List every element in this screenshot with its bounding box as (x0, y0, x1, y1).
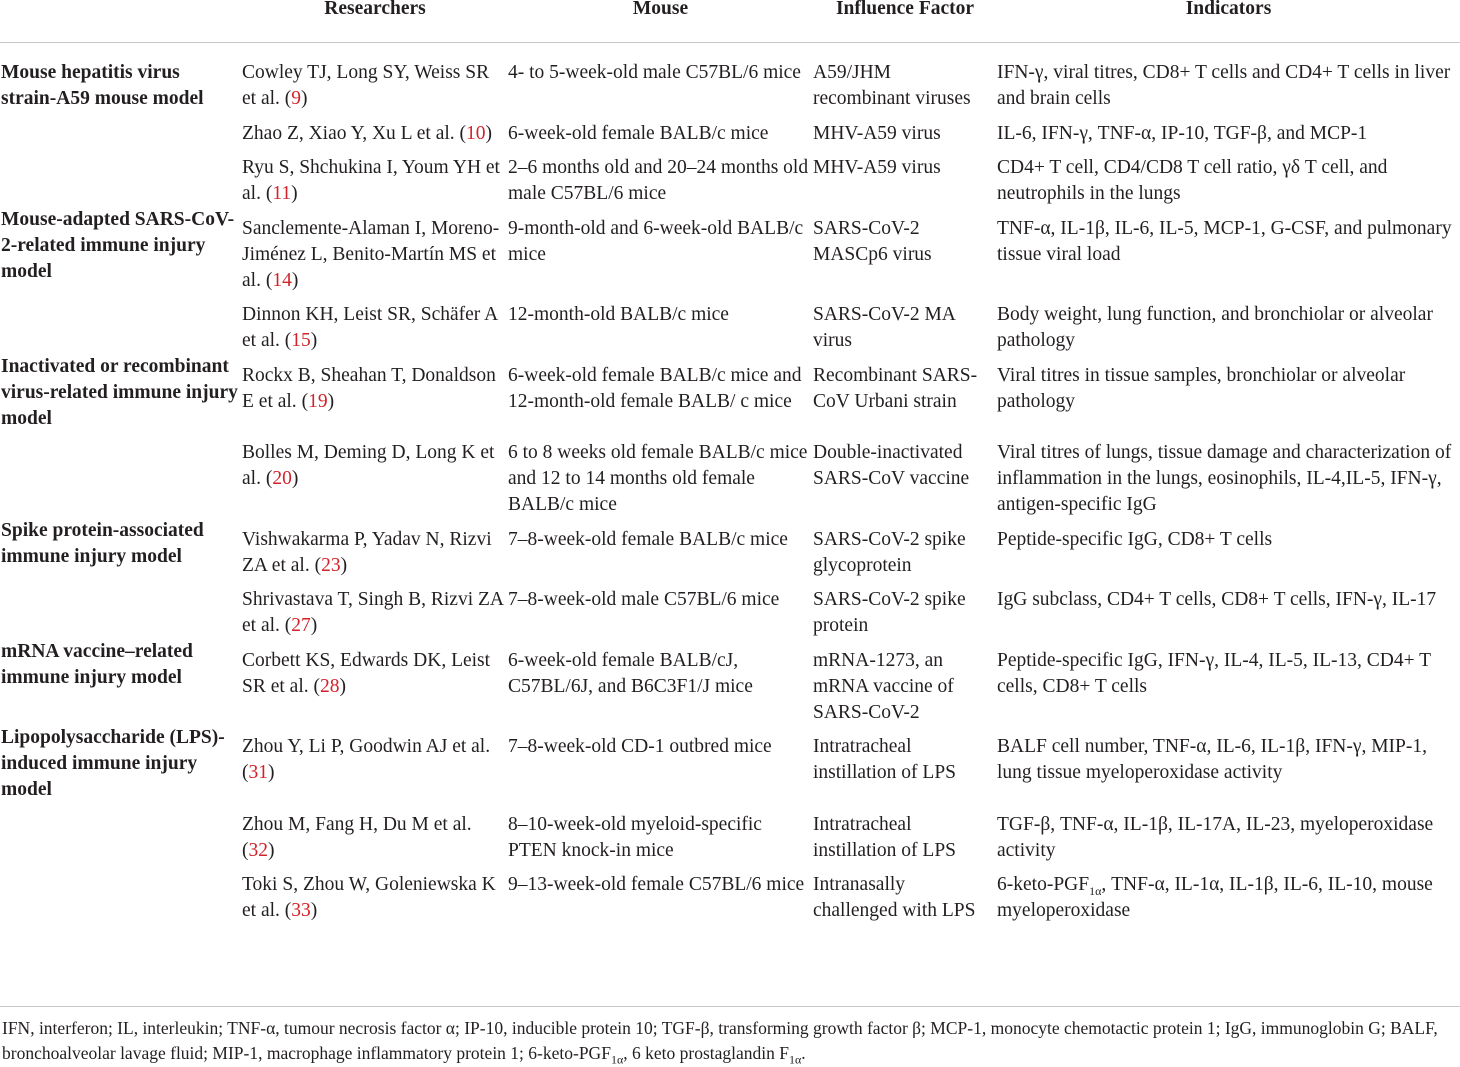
researcher-cell: Vishwakarma P, Yadav N, Rizvi ZA et al. (23) (242, 528, 492, 576)
indicators-cell: Viral titres in tissue samples, bronchiolar or alveolar pathology (997, 364, 1406, 412)
header-researchers: Researchers (242, 0, 508, 43)
researcher-cell: Zhao Z, Xiao Y, Xu L et al. (10) (242, 122, 493, 144)
table-row (0, 639, 1460, 725)
bottom-rule (0, 1006, 1460, 1007)
researcher-names: Bolles M, Deming D, Long K et al. (242, 442, 495, 490)
indicators-cell: IL-6, IFN-γ, TNF-α, IP-10, TGF-β, and MCP-1 (997, 122, 1368, 144)
model-name (0, 112, 242, 147)
model-name: Inactivated or recombinant virus-related immune injury model (1, 355, 238, 429)
influence-factor-cell: Intranasally challenged with LPS (813, 874, 976, 922)
model-name: Lipopolysaccharide (LPS)-induced immune injury model (1, 727, 225, 800)
reference-link[interactable]: 28 (320, 675, 340, 697)
indicators-cell: $6-keto-PGF_{1\alpha}$, TNF-α, IL-1α, IL-1β, IL-6, IL-10, mouse myeloperoxidase (997, 874, 1433, 922)
model-name (0, 293, 242, 354)
mouse-cell: 7–8-week-old CD-1 outbred mice (508, 736, 772, 758)
table-row (0, 43, 1460, 112)
model-name (0, 146, 242, 207)
reference-link[interactable]: 9 (291, 87, 302, 109)
researcher-cell: Zhou M, Fang H, Du M et al. (32) (242, 813, 472, 861)
indicators-cell: BALF cell number, TNF-α, IL-6, IL-1β, IFN-γ, MIP-1, lung tissue myeloperoxidase activity (997, 736, 1428, 784)
mouse-cell: 12-month-old BALB/c mice (508, 304, 729, 326)
researcher-cell: Sanclemente-Alaman I, Moreno-Jiménez L, Benito-Martín MS et al. (14) (242, 217, 500, 291)
researcher-names: Zhou Y, Li P, Goodwin AJ et al. (242, 736, 491, 758)
table-row (0, 518, 1460, 579)
influence-factor-cell: A59/JHM recombinant viruses (813, 62, 971, 109)
researcher-cell: Cowley TJ, Long SY, Weiss SR et al. (9) (242, 62, 490, 109)
researcher-cell: Corbett KS, Edwards DK, Leist SR et al. (28) (242, 649, 491, 697)
mouse-cell: 7–8-week-old male C57BL/6 mice (508, 589, 780, 611)
table-row (0, 863, 1460, 946)
reference-link[interactable]: 31 (248, 762, 268, 784)
table-row (0, 578, 1460, 639)
reference-link[interactable]: 15 (291, 330, 311, 352)
table-row (0, 354, 1460, 431)
influence-factor-cell: SARS-CoV-2 spike glycoprotein (813, 528, 966, 576)
mouse-cell: 6-week-old female BALB/c mice (508, 122, 769, 144)
model-name (0, 578, 242, 639)
influence-factor-cell: SARS-CoV-2 MA virus (813, 304, 955, 352)
influence-factor-cell: mRNA-1273, an mRNA vaccine of SARS-CoV-2 (813, 649, 954, 723)
model-name (0, 431, 242, 517)
influence-factor-cell: Double-inactivated SARS-CoV vaccine (813, 442, 970, 490)
reference-link[interactable]: 32 (248, 839, 268, 861)
table-row (0, 112, 1460, 147)
indicators-cell: Viral titres of lungs, tissue damage and characterization of inflammation in the lungs, eosinophils, IL-4,IL-5, IFN-γ, antigen-specific IgG (997, 442, 1452, 515)
mouse-cell: 9–13-week-old female C57BL/6 mice (508, 874, 805, 896)
reference-link[interactable]: 27 (291, 615, 311, 637)
researcher-names: Toki S, Zhou W, Goleniewska K et al. (242, 874, 496, 922)
model-name: Mouse hepatitis virus strain-A59 mouse model (1, 62, 204, 109)
indicators-cell: IgG subclass, CD4+ T cells, CD8+ T cells, IFN-γ, IL-17 (997, 589, 1437, 611)
mouse-cell: 4- to 5-week-old male C57BL/6 mice (508, 62, 801, 83)
header-mouse: Mouse (508, 0, 813, 43)
influence-factor-cell: SARS-CoV-2 MASCp6 virus (813, 217, 932, 265)
researcher-names: Dinnon KH, Leist SR, Schäfer A et al. (242, 304, 498, 352)
mouse-cell: 9-month-old and 6-week-old BALB/c mice (508, 217, 804, 265)
researcher-names: Corbett KS, Edwards DK, Leist SR et al. (242, 649, 491, 697)
header-influence-factor: Influence Factor (813, 0, 997, 43)
influence-factor-cell: Intratracheal instillation of LPS (813, 736, 957, 784)
reference-link[interactable]: 33 (291, 900, 311, 922)
reference-link[interactable]: 23 (321, 554, 341, 576)
header-row (0, 0, 1460, 43)
researcher-names: Zhou M, Fang H, Du M et al. (242, 813, 472, 835)
model-name: Mouse-adapted SARS-CoV-2-related immune injury model (1, 208, 235, 282)
mouse-cell: 6-week-old female BALB/c mice and 12-month-old female BALB/ c mice (508, 364, 802, 412)
table-row (0, 431, 1460, 517)
table-row (0, 146, 1460, 207)
indicators-cell: Peptide-specific IgG, IFN-γ, IL-4, IL-5, IL-13, CD4+ T cells, CD8+ T cells (997, 649, 1431, 697)
indicators-cell: Peptide-specific IgG, CD8+ T cells (997, 528, 1273, 550)
researcher-names: Sanclemente-Alaman I, Moreno-Jiménez L, Benito-Martín MS et al. (242, 217, 500, 291)
reference-link[interactable]: 14 (272, 269, 292, 291)
reference-link[interactable]: 19 (308, 390, 328, 412)
model-name: mRNA vaccine–related immune injury model (1, 640, 193, 688)
table-row (0, 725, 1460, 802)
mouse-cell: 8–10-week-old myeloid-specific PTEN knock-in mice (508, 813, 762, 861)
researcher-names: Shrivastava T, Singh B, Rizvi ZA et al. (242, 589, 503, 637)
researcher-cell: Toki S, Zhou W, Goleniewska K et al. (33) (242, 874, 496, 922)
indicators-cell: CD4+ T cell, CD4/CD8 T cell ratio, γδ T cell, and neutrophils in the lungs (997, 157, 1388, 205)
mouse-cell: 2–6 months old and 20–24 months old male C57BL/6 mice (508, 157, 809, 205)
reference-link[interactable]: 20 (272, 468, 292, 490)
indicators-cell: TGF-β, TNF-α, IL-1β, IL-17A, IL-23, myeloperoxidase activity (997, 813, 1434, 861)
researcher-names: Ryu S, Shchukina I, Youm YH et al. (242, 157, 500, 205)
influence-factor-cell: Intratracheal instillation of LPS (813, 813, 957, 861)
researcher-cell: Ryu S, Shchukina I, Youm YH et al. (11) (242, 157, 500, 205)
researcher-cell: Bolles M, Deming D, Long K et al. (20) (242, 442, 495, 490)
mouse-cell: 7–8-week-old female BALB/c mice (508, 528, 788, 550)
mouse-cell: 6 to 8 weeks old female BALB/c mice and 12 to 14 months old female BALB/c mice (508, 442, 808, 515)
header-model (0, 0, 242, 43)
researcher-cell: Dinnon KH, Leist SR, Schäfer A et al. (15) (242, 304, 498, 352)
influence-factor-cell: SARS-CoV-2 spike protein (813, 589, 966, 637)
researcher-names: Rockx B, Sheahan T, Donaldson E et al. (242, 364, 496, 412)
researcher-cell: Zhou Y, Li P, Goodwin AJ et al. (31) (242, 736, 491, 784)
table-row (0, 803, 1460, 864)
researcher-names: Vishwakarma P, Yadav N, Rizvi ZA et al. (242, 528, 492, 576)
researcher-cell: Shrivastava T, Singh B, Rizvi ZA et al. (27) (242, 589, 503, 637)
table-row (0, 293, 1460, 354)
researcher-names: Cowley TJ, Long SY, Weiss SR et al. (242, 62, 490, 109)
table-footnote: IFN, interferon; IL, interleukin; TNF-α, tumour necrosis factor α; IP-10, inducible protein 10; TGF-β, transforming growth factor β; MCP-1, monocyte chemotactic protein 1; IgG, immunoglobin G; BALF, bronchoalveolar lavage fluid; MIP-1, macrophage inflammatory protein 1; $6-keto-PGF_{1\alpha}$, 6 keto prostaglandin $F_{1\alpha}$. (2, 1018, 1438, 1067)
mouse-cell: 6-week-old female BALB/cJ, C57BL/6J, and B6C3F1/J mice (508, 649, 753, 697)
table-row (0, 207, 1460, 293)
influence-factor-cell: MHV-A59 virus (813, 157, 941, 179)
influence-factor-cell: Recombinant SARS-CoV Urbani strain (813, 364, 978, 412)
researcher-names: Zhao Z, Xiao Y, Xu L et al. (242, 122, 455, 144)
indicators-cell: Body weight, lung function, and bronchiolar or alveolar pathology (997, 304, 1433, 352)
table-body (0, 43, 1460, 946)
model-name (0, 863, 242, 946)
influence-factor-cell: MHV-A59 virus (813, 122, 941, 144)
table-header (0, 0, 1460, 43)
reference-link[interactable]: 10 (466, 122, 486, 144)
model-name: Spike protein-associated immune injury model (1, 519, 204, 567)
model-name (0, 803, 242, 864)
researcher-cell: Rockx B, Sheahan T, Donaldson E et al. (19) (242, 364, 496, 412)
reference-link[interactable]: 11 (272, 183, 292, 205)
header-indicators: Indicators (997, 0, 1460, 43)
indicators-cell: IFN-γ, viral titres, CD8+ T cells and CD4+ T cells in liver and brain cells (997, 62, 1451, 109)
indicators-cell: TNF-α, IL-1β, IL-6, IL-5, MCP-1, G-CSF, and pulmonary tissue viral load (997, 217, 1452, 265)
